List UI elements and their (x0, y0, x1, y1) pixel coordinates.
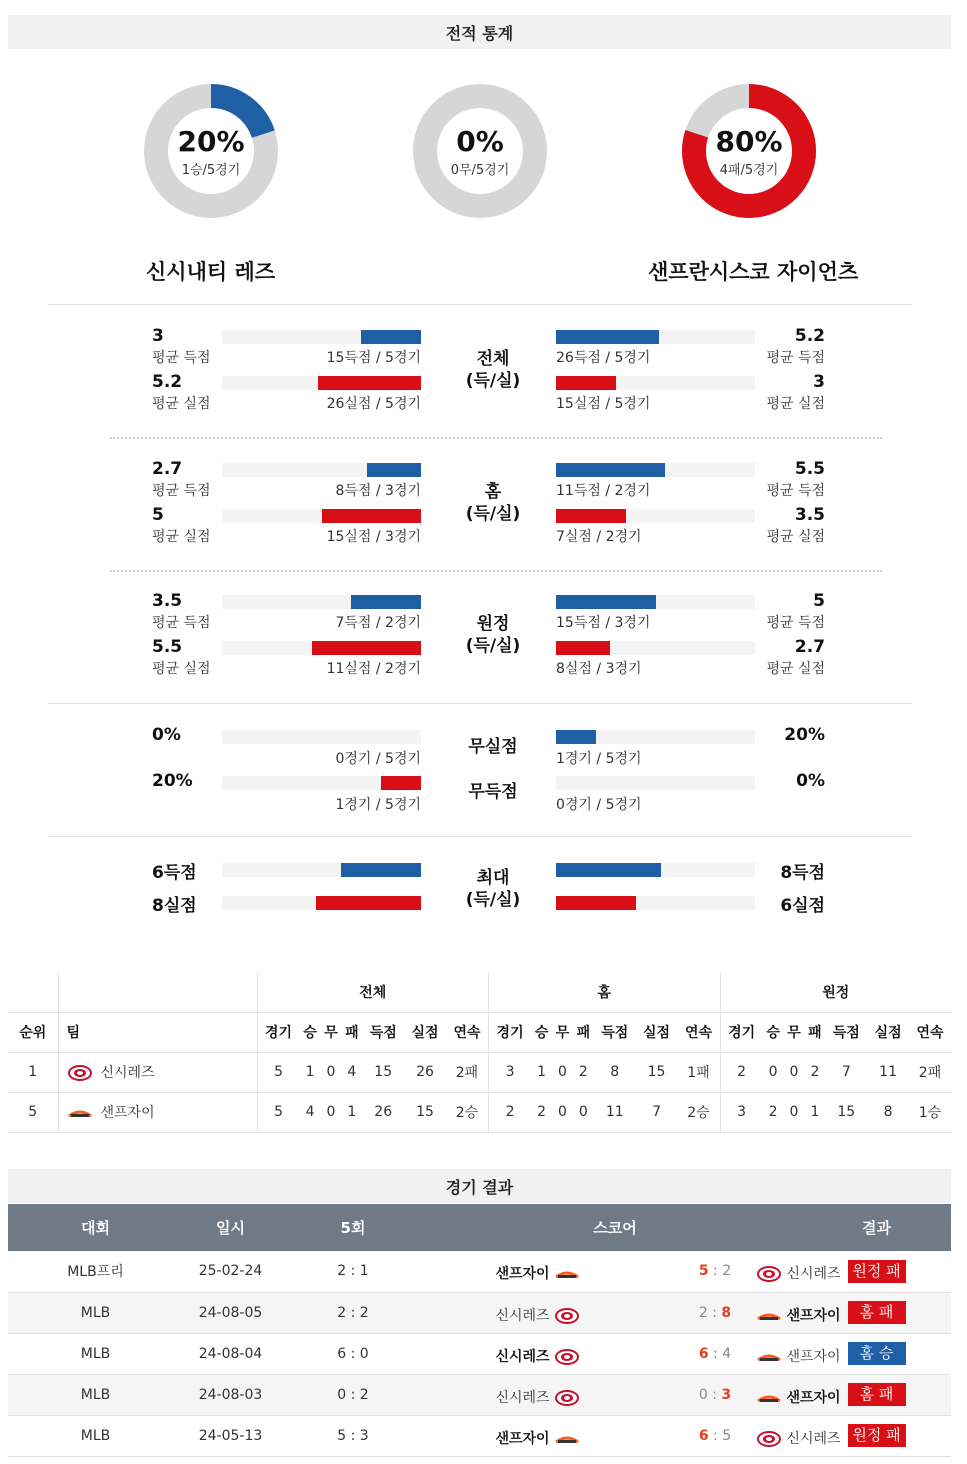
stat-cell-away: 2패 (909, 1052, 951, 1092)
right-stat-value: 8득점 (780, 863, 825, 883)
col-header-away: 득점 (825, 1012, 867, 1052)
left-stat-value: 3 (152, 326, 164, 346)
right-bar-fill (556, 330, 659, 344)
stat-cell-all: 0 (321, 1092, 342, 1132)
results-table (8, 1204, 951, 1457)
right-bar-caption: 7실점 / 2경기 (556, 529, 642, 545)
left-bar-caption: 8득점 / 3경기 (335, 483, 421, 499)
col-header-home: 무 (552, 1012, 573, 1052)
stat-cell-home: 2 (573, 1052, 594, 1092)
date-cell: 25-02-24 (183, 1251, 278, 1292)
team-label: 신시레즈 (100, 1065, 155, 1081)
fifth-inning-cell: 5 : 3 (278, 1415, 428, 1456)
left-bar-track (222, 776, 421, 790)
away-score: 3 (721, 1386, 732, 1403)
left-stat-label: 평균 득점 (152, 350, 211, 366)
giants-logo-icon (756, 1390, 782, 1406)
stat-cell-all: 1 (300, 1052, 321, 1092)
reds-logo-icon (554, 1349, 580, 1365)
reds-logo-icon (756, 1431, 782, 1447)
win-rate-percent: 20% (177, 125, 245, 158)
divider (48, 836, 912, 837)
table-row[interactable] (8, 1333, 951, 1374)
right-bar-track (556, 730, 755, 744)
col-header-all: 무 (321, 1012, 342, 1052)
away-team-label: 샌프자이 (786, 1307, 841, 1324)
stat-cell-all: 15 (404, 1092, 446, 1132)
left-bar-caption: 15실점 / 3경기 (326, 529, 421, 545)
right-stat-value: 5.5 (794, 459, 825, 479)
col-header-home: 승 (531, 1012, 552, 1052)
date-cell: 24-08-03 (183, 1374, 278, 1415)
rank-cell: 1 (8, 1052, 58, 1092)
left-bar-track (222, 595, 421, 609)
col-header-all: 경기 (257, 1012, 300, 1052)
stat-cell-home: 2 (531, 1092, 552, 1132)
left-stat-label: 평균 실점 (152, 396, 211, 412)
away-team[interactable] (756, 1305, 841, 1325)
stat-cell-away: 1 (804, 1092, 825, 1132)
left-stat-value: 0% (152, 725, 181, 745)
group-sublabel: (득/실) (465, 636, 521, 656)
league-cell: MLB (8, 1415, 183, 1456)
left-stat-value: 5 (152, 505, 164, 525)
home-team-label: 신시레즈 (495, 1389, 550, 1406)
right-stat-value: 6실점 (780, 896, 825, 916)
right-stat-label: 평균 득점 (766, 483, 825, 499)
score-cell (428, 1333, 841, 1374)
draw-rate-donut (412, 83, 548, 219)
table-row[interactable] (8, 1374, 951, 1415)
left-bar-fill (381, 776, 421, 790)
right-stat-value: 5 (813, 591, 825, 611)
stat-cell-home: 7 (636, 1092, 678, 1132)
group-header-all: 전체 (257, 972, 489, 1012)
loss-rate-donut (681, 83, 817, 219)
right-bar-fill (556, 641, 610, 655)
left-stat-value: 2.7 (152, 459, 183, 479)
left-bar-track (222, 330, 421, 344)
table-row (8, 1052, 951, 1092)
blank-cell (58, 972, 257, 1012)
reds-logo-icon (554, 1308, 580, 1324)
right-bar-caption: 1경기 / 5경기 (556, 751, 642, 767)
home-score: 6 (698, 1345, 709, 1362)
home-score: 2 (698, 1304, 708, 1321)
result-badge: 홈 패 (848, 1383, 906, 1406)
max-sublabel: (득/실) (465, 890, 521, 910)
league-cell: MLB (8, 1292, 183, 1333)
col-header-away: 패 (804, 1012, 825, 1052)
group-header-away: 원정 (822, 984, 850, 1001)
right-bar-fill (556, 463, 665, 477)
col-header-home: 연속 (677, 1012, 720, 1052)
left-stat-value: 6득점 (152, 863, 197, 883)
league-header: 대회 (8, 1204, 183, 1251)
giants-logo-icon (756, 1308, 782, 1324)
league-cell: MLB (8, 1374, 183, 1415)
left-stat-value: 5.5 (152, 637, 183, 657)
right-bar-caption: 8실점 / 3경기 (556, 661, 642, 677)
stat-cell-home: 2승 (677, 1092, 720, 1132)
draw-rate-sub: 0무/5경기 (450, 163, 510, 178)
stat-cell-away: 8 (867, 1092, 909, 1132)
shutout-label: 무실점 (468, 737, 518, 757)
max-label: 최대 (476, 868, 510, 888)
score (690, 1346, 740, 1362)
left-bar-fill (341, 863, 421, 877)
home-team-name: 신시내티 레즈 (146, 260, 276, 284)
away-team[interactable] (756, 1263, 841, 1283)
right-stat-value: 2.7 (794, 637, 825, 657)
stat-cell-home: 15 (636, 1052, 678, 1092)
stat-cell-home: 11 (594, 1092, 636, 1132)
home-score: 0 (698, 1386, 708, 1403)
score-separator: : (713, 1427, 718, 1444)
left-bar-track (222, 730, 421, 744)
score (690, 1387, 740, 1403)
team-label: 샌프자이 (100, 1105, 155, 1121)
right-bar-fill (556, 730, 596, 744)
rank-header: 순위 (8, 1012, 58, 1052)
group-label: 전체 (476, 349, 510, 369)
right-bar-fill (556, 595, 656, 609)
right-bar-track (556, 896, 755, 910)
fifth-inning-cell: 2 : 1 (278, 1251, 428, 1292)
home-team[interactable] (495, 1263, 580, 1283)
left-bar-caption: 15득점 / 5경기 (326, 350, 421, 366)
right-bar-fill (556, 509, 626, 523)
date-cell: 24-08-05 (183, 1292, 278, 1333)
giants-logo-icon (554, 1266, 580, 1282)
right-stat-label: 평균 득점 (766, 615, 825, 631)
left-bar-track (222, 509, 421, 523)
away-team[interactable] (756, 1346, 841, 1366)
right-bar-caption: 0경기 / 5경기 (556, 797, 642, 813)
score-header: 스코어 (428, 1204, 802, 1251)
table-row[interactable] (8, 1251, 951, 1292)
col-header-home: 득점 (594, 1012, 636, 1052)
away-team-name: 샌프란시스코 자이언츠 (648, 260, 859, 284)
right-stat-value: 0% (796, 771, 825, 791)
stat-cell-all: 5 (257, 1092, 300, 1132)
dotted-divider (110, 570, 882, 572)
left-stat-label: 평균 득점 (152, 483, 211, 499)
left-bar-fill (361, 330, 421, 344)
group-label: 홈 (484, 482, 502, 502)
score-separator: : (712, 1304, 717, 1321)
away-team-label: 샌프자이 (786, 1348, 841, 1365)
col-header-away: 경기 (720, 1012, 763, 1052)
result-header: 결과 (802, 1204, 951, 1251)
date-cell: 24-05-13 (183, 1415, 278, 1456)
home-team[interactable] (495, 1305, 580, 1325)
col-header-all: 실점 (404, 1012, 446, 1052)
col-header-home: 패 (573, 1012, 594, 1052)
col-header-all: 연속 (446, 1012, 489, 1052)
home-team-label: 신시레즈 (495, 1307, 550, 1324)
right-stat-value: 20% (784, 725, 825, 745)
stat-cell-away: 2 (804, 1052, 825, 1092)
right-bar-fill (556, 376, 616, 390)
standings-table (8, 972, 951, 1133)
result-badge: 홈 승 (848, 1342, 906, 1365)
left-bar-fill (367, 463, 421, 477)
right-bar-track (556, 595, 755, 609)
team-cell[interactable] (58, 1092, 257, 1132)
stat-cell-home: 1패 (677, 1052, 720, 1092)
league-cell: MLB (8, 1333, 183, 1374)
score-separator: : (713, 1345, 718, 1362)
right-bar-caption: 26득점 / 5경기 (556, 350, 651, 366)
score-cell (428, 1251, 841, 1292)
team-cell[interactable] (58, 1052, 257, 1092)
left-bar-caption: 11실점 / 2경기 (326, 661, 421, 677)
score-cell (428, 1292, 841, 1333)
stat-cell-all: 26 (362, 1092, 404, 1132)
fifth-inning-cell: 0 : 2 (278, 1374, 428, 1415)
home-team[interactable] (495, 1346, 580, 1366)
score-cell (428, 1415, 841, 1456)
away-team[interactable] (756, 1428, 841, 1448)
giants-logo-icon (756, 1349, 782, 1365)
left-bar-fill (316, 896, 421, 910)
home-score: 5 (698, 1263, 709, 1279)
right-stat-label: 평균 실점 (766, 661, 825, 677)
stat-cell-home: 0 (552, 1092, 573, 1132)
stat-cell-away: 7 (825, 1052, 867, 1092)
left-bar-track (222, 641, 421, 655)
loss-rate-percent: 80% (715, 125, 783, 158)
right-bar-fill (556, 863, 661, 877)
stat-cell-home: 0 (552, 1052, 573, 1092)
league-cell: MLB프리 (8, 1251, 183, 1292)
right-stat-label: 평균 실점 (766, 396, 825, 412)
score-separator: : (712, 1386, 717, 1403)
away-score: 2 (722, 1263, 732, 1279)
rank-cell: 5 (8, 1092, 58, 1132)
table-row[interactable] (8, 1415, 951, 1456)
right-stat-value: 5.2 (794, 326, 825, 346)
fifth-inning-cell: 6 : 0 (278, 1333, 428, 1374)
col-header-all: 승 (300, 1012, 321, 1052)
stat-cell-all: 4 (341, 1052, 362, 1092)
reds-logo-icon (554, 1390, 580, 1406)
stat-cell-away: 3 (720, 1092, 763, 1132)
left-bar-caption: 26실점 / 5경기 (326, 396, 421, 412)
giants-logo-icon (67, 1105, 93, 1121)
stat-cell-all: 15 (362, 1052, 404, 1092)
away-team-label: 신시레즈 (786, 1266, 841, 1282)
table-row[interactable] (8, 1292, 951, 1333)
score-cell (428, 1374, 841, 1415)
right-stat-label: 평균 실점 (766, 529, 825, 545)
left-stat-value: 3.5 (152, 591, 183, 611)
right-bar-caption: 15실점 / 5경기 (556, 396, 651, 412)
right-stat-value: 3.5 (794, 505, 825, 525)
stat-cell-away: 2 (720, 1052, 763, 1092)
home-team-label: 샌프자이 (495, 1266, 550, 1282)
win-rate-sub: 1승/5경기 (181, 163, 241, 178)
score-separator: : (713, 1263, 718, 1279)
reds-logo-icon (756, 1266, 782, 1282)
left-bar-caption: 0경기 / 5경기 (335, 751, 421, 767)
left-stat-label: 평균 실점 (152, 661, 211, 677)
table-row (8, 1092, 951, 1132)
stat-cell-all: 0 (321, 1052, 342, 1092)
stat-cell-home: 0 (573, 1092, 594, 1132)
result-badge: 원정 패 (848, 1424, 906, 1447)
no-score-label: 무득점 (468, 782, 518, 802)
group-label: 원정 (476, 614, 510, 634)
stat-cell-away: 11 (867, 1052, 909, 1092)
divider (48, 304, 912, 305)
left-stat-value: 8실점 (152, 896, 197, 916)
col-header-home: 경기 (489, 1012, 532, 1052)
score (690, 1263, 740, 1279)
away-team[interactable] (756, 1387, 841, 1407)
group-header-home: 홈 (489, 972, 721, 1012)
date-header: 일시 (183, 1204, 278, 1251)
left-bar-fill (318, 376, 421, 390)
right-bar-track (556, 641, 755, 655)
group-sublabel: (득/실) (465, 371, 521, 391)
score (690, 1305, 740, 1321)
stat-cell-home: 1 (531, 1052, 552, 1092)
win-rate-donut (143, 83, 279, 219)
right-bar-track (556, 776, 755, 790)
left-stat-label: 평균 실점 (152, 529, 211, 545)
away-team-label: 샌프자이 (786, 1389, 841, 1406)
left-stat-value: 20% (152, 771, 193, 791)
home-team[interactable] (495, 1387, 580, 1407)
stat-cell-all: 26 (404, 1052, 446, 1092)
right-bar-caption: 11득점 / 2경기 (556, 483, 651, 499)
result-badge: 홈 패 (848, 1301, 906, 1324)
draw-rate-percent: 0% (456, 125, 504, 158)
stat-cell-away: 15 (825, 1092, 867, 1132)
right-bar-caption: 15득점 / 3경기 (556, 615, 651, 631)
stat-cell-away: 1승 (909, 1092, 951, 1132)
group-sublabel: (득/실) (465, 504, 521, 524)
stats-section-title: 전적 통계 (8, 15, 951, 49)
col-header-all: 패 (341, 1012, 362, 1052)
loss-rate-sub: 4패/5경기 (719, 163, 779, 178)
right-bar-track (556, 509, 755, 523)
left-bar-track (222, 896, 421, 910)
left-stat-label: 평균 득점 (152, 615, 211, 631)
left-bar-caption: 1경기 / 5경기 (335, 797, 421, 813)
score (690, 1428, 740, 1444)
stat-cell-home: 8 (594, 1052, 636, 1092)
result-badge: 원정 패 (848, 1260, 906, 1283)
divider (48, 703, 912, 704)
away-score: 5 (722, 1427, 732, 1444)
stat-cell-away: 0 (763, 1052, 784, 1092)
right-bar-track (556, 376, 755, 390)
left-bar-fill (351, 595, 421, 609)
col-header-away: 연속 (909, 1012, 951, 1052)
col-header-away: 실점 (867, 1012, 909, 1052)
stat-cell-away: 2 (763, 1092, 784, 1132)
stat-cell-all: 2패 (446, 1052, 489, 1092)
right-bar-track (556, 463, 755, 477)
away-score: 4 (722, 1345, 732, 1362)
left-bar-caption: 7득점 / 2경기 (335, 615, 421, 631)
col-header-away: 승 (763, 1012, 784, 1052)
right-bar-fill (556, 896, 636, 910)
fifth-inning-header: 5회 (278, 1204, 428, 1251)
home-team[interactable] (495, 1428, 580, 1448)
away-team-label: 신시레즈 (786, 1430, 841, 1447)
results-section-title: 경기 결과 (8, 1169, 951, 1203)
stat-cell-all: 4 (300, 1092, 321, 1132)
col-header-all: 득점 (362, 1012, 404, 1052)
team-header: 팀 (58, 1012, 257, 1052)
stat-cell-all: 2승 (446, 1092, 489, 1132)
col-header-home: 실점 (636, 1012, 678, 1052)
home-team-label: 신시레즈 (495, 1348, 550, 1365)
right-stat-value: 3 (813, 372, 825, 392)
stat-cell-all: 5 (257, 1052, 300, 1092)
stat-cell-home: 2 (489, 1092, 532, 1132)
left-stat-value: 5.2 (152, 372, 183, 392)
col-header-away: 무 (784, 1012, 805, 1052)
home-score: 6 (698, 1427, 709, 1444)
right-stat-label: 평균 득점 (766, 350, 825, 366)
blank-cell (8, 972, 58, 1012)
away-score: 8 (721, 1304, 732, 1321)
right-bar-track (556, 330, 755, 344)
stat-cell-home: 3 (489, 1052, 532, 1092)
left-bar-track (222, 463, 421, 477)
giants-logo-icon (554, 1431, 580, 1447)
stat-cell-away: 0 (784, 1052, 805, 1092)
stat-cell-away: 0 (784, 1092, 805, 1132)
dotted-divider (110, 437, 882, 439)
fifth-inning-cell: 2 : 2 (278, 1292, 428, 1333)
left-bar-fill (312, 641, 421, 655)
home-team-label: 샌프자이 (495, 1430, 550, 1447)
right-bar-track (556, 863, 755, 877)
left-bar-fill (322, 509, 422, 523)
left-bar-track (222, 376, 421, 390)
reds-logo-icon (67, 1065, 93, 1081)
date-cell: 24-08-04 (183, 1333, 278, 1374)
stat-cell-all: 1 (341, 1092, 362, 1132)
left-bar-track (222, 863, 421, 877)
